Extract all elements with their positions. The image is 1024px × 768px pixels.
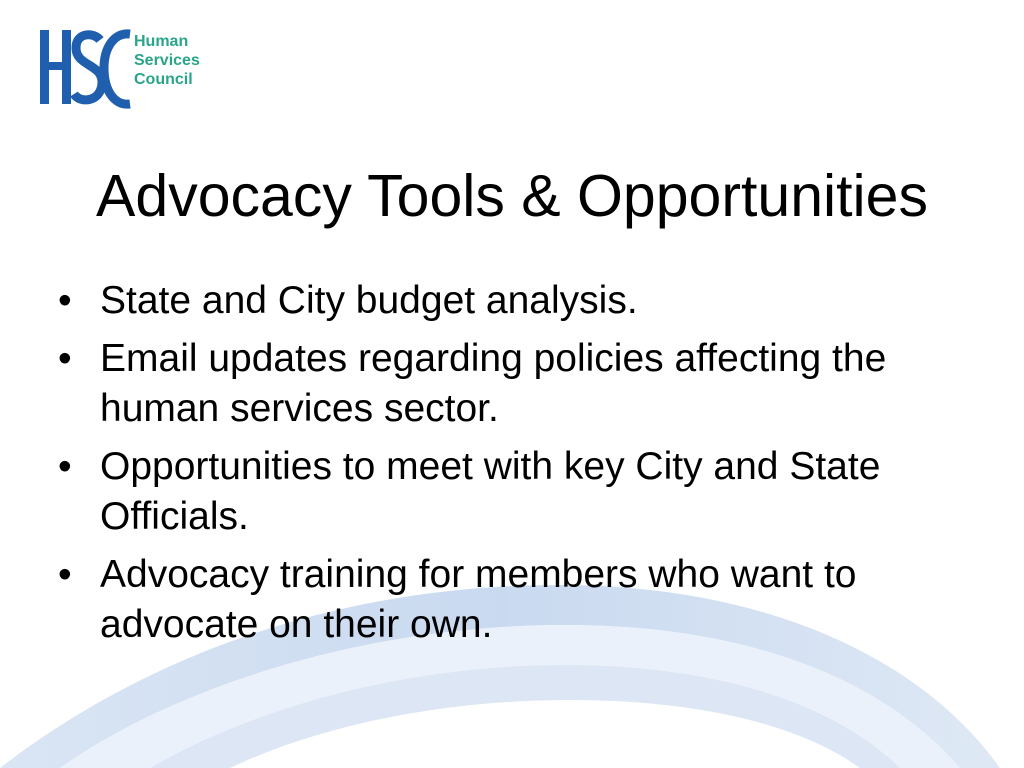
bullet-item	[58, 276, 978, 326]
hsc-logo-mark-icon	[38, 24, 132, 110]
hsc-logo	[38, 24, 208, 110]
slide-title: Advocacy Tools & Opportunities	[96, 163, 928, 229]
logo-wordmark	[134, 32, 208, 89]
logo-line-council: Council	[134, 71, 193, 88]
bullet-item	[58, 550, 978, 650]
bullet-text: Opportunities to meet with key City and State Officials.	[100, 445, 881, 538]
bullet-dot-icon: •	[58, 445, 72, 488]
bullet-list	[58, 276, 978, 658]
bullet-dot-icon: •	[58, 553, 72, 596]
bullet-text: Email updates regarding policies affecting the human services sector.	[100, 337, 887, 430]
bullet-item	[58, 442, 978, 542]
bullet-dot-icon: •	[58, 279, 72, 322]
bullet-dot-icon: •	[58, 337, 72, 380]
bullet-text: Advocacy training for members who want to advocate on their own.	[100, 553, 857, 646]
logo-line-human: Human	[134, 33, 189, 50]
bullet-text: State and City budget analysis.	[100, 279, 638, 322]
logo-line-services: Services	[134, 52, 200, 69]
bullet-item	[58, 334, 978, 434]
